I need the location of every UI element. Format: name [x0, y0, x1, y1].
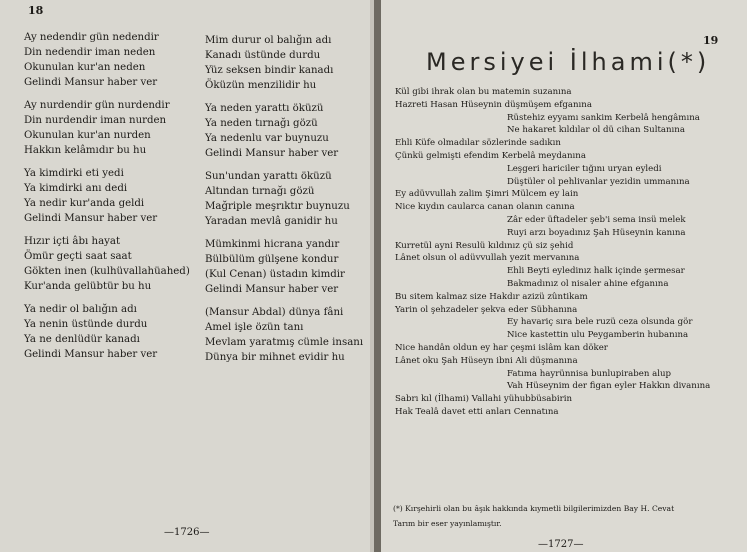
verse-line: Yaradan mevlâ ganidir hu — [205, 216, 338, 227]
verse-line: Mağriple meşrıktır buynuzu — [205, 201, 350, 212]
verse-line: Nice kıydın caularca canan olanın canına — [395, 202, 575, 213]
verse-line: Ruyi arzı boyadınız Şah Hüseynin kanına — [507, 227, 686, 238]
verse-line: Ay nedendir gün nedendir — [24, 32, 159, 43]
verse-line: Hazreti Hasan Hüseynin düşmüşem efganına — [395, 99, 592, 110]
verse-line: Kur'anda gelübtür bu hu — [24, 281, 152, 292]
verse-line: Kanadı üstünde durdu — [205, 50, 321, 61]
verse-line: Hızır içti âbı hayat — [24, 236, 121, 247]
verse-line: Ya neden tırnağı gözü — [205, 118, 318, 129]
verse-line: Vah Hüseynim der figan eyler Hakkın divanına — [507, 381, 711, 392]
verse-line: Din nurdendir iman nurden — [24, 115, 167, 126]
verse-line: Sabrı kıl (İlhami) Vallahi yühubbüsabirin — [395, 394, 573, 405]
verse-line: Kül gibi ihrak olan bu matemin suzanına — [395, 87, 572, 97]
verse-line: Gelindi Mansur haber ver — [205, 284, 339, 295]
verse-line: Bülbülüm gülşene kondur — [205, 254, 339, 265]
verse-line: Altından tırnağı gözü — [205, 186, 315, 197]
footnote-line: Tarım bir eser yayınlamıştır. — [393, 519, 502, 528]
verse-line: Ya nedir ol balığın adı — [24, 304, 137, 315]
verse-line: Mevlam yaratmış cümle insanı — [205, 337, 364, 348]
verse-line: Yüz seksen bindir kanadı — [205, 65, 334, 76]
verse-line: Zâr eder üftadeler şeb'i sema insü melek — [507, 214, 686, 225]
verse-line: Bu sitem kalmaz size Hakdır azizü zûntikam — [395, 291, 588, 302]
verse-line: Mümkinmi hicrana yandır — [205, 239, 340, 250]
verse-line: Ya ne denlüdür kanadı — [24, 334, 140, 345]
verse-line: Rüstehiz eyyamı sankim Kerbelâ hengâmına — [507, 112, 700, 123]
verse-line: Gökten inen (kulhüvallahüahed) — [24, 266, 190, 277]
verse-line: Ey adüvvullah zalim Şimri Mülcem ey lain — [395, 189, 579, 200]
verse-line: Ya kimdirki eti yedi — [24, 168, 124, 179]
verse-line: Ya nedenlu var buynuzu — [205, 133, 329, 144]
right-page-footer: —1727— — [538, 539, 584, 550]
stanza — [24, 302, 190, 362]
stanza — [205, 101, 363, 161]
verse-line: Hak Tealâ davet etti anları Cennatına — [395, 406, 559, 417]
stanza — [205, 169, 363, 229]
verse-line: Ey havariç sıra bele ruzü ceza olsunda gör — [507, 317, 693, 328]
verse-line: Fatıma hayrünnisa bunlupiraben alup — [507, 368, 672, 379]
stanza — [24, 98, 190, 158]
verse-line: Lânet oku Şah Hüseyn ibni Ali düşmanına — [395, 355, 578, 366]
left-column-a — [24, 30, 190, 370]
verse-line: Yarin ol şehzadeler şekva eder Sübhanına — [395, 304, 578, 315]
verse-line: Kurretül ayni Resulü kıldınız çü siz şehid — [395, 240, 574, 251]
verse-line: Ömür geçti saat saat — [24, 251, 132, 262]
verse-line: Ehli Beyti eyledinız halk içinde şermesar — [507, 266, 685, 277]
verse-line: Okunulan kur'an nurden — [24, 130, 151, 141]
right-page-number: 19 — [703, 34, 719, 47]
verse-line: Leşgeri hariciler tığını uryan eyledi — [507, 163, 662, 174]
verse-line: (Mansur Abdal) dünya fâni — [205, 307, 344, 318]
verse-line: Dünya bir mihnet evidir hu — [205, 352, 345, 363]
stanza — [24, 166, 190, 226]
poem-title: Mersiyei İlhami(*) — [426, 48, 711, 76]
stanza — [24, 234, 190, 294]
stanza — [24, 30, 190, 90]
verse-line: Ehli Küfe olmadılar sözlerinde sadıkın — [395, 138, 561, 149]
verse-line: Ya nedir kur'anda geldi — [24, 198, 145, 209]
verse-line: Ne hakaret kıldılar ol dü cihan Sultanına — [507, 125, 685, 136]
footnote — [393, 503, 733, 533]
verse-line: Mim durur ol balığın adı — [205, 35, 332, 46]
verse-line: Düştüler ol pehlivanlar yezidin ummanına — [507, 176, 690, 187]
verse-line: (Kul Cenan) üstadın kimdir — [205, 269, 345, 280]
verse-line: Nice kastettin ulu Peygamberin hubanına — [507, 330, 689, 341]
verse-line: Bakmadınız ol nisaler ahine efganına — [507, 278, 669, 289]
verse-line: Lânet olsun ol adüvvullah yezit mervanına — [395, 253, 580, 264]
verse-line: Sun'undan yarattı öküzü — [205, 171, 332, 182]
left-column-b — [205, 33, 363, 373]
footnote-line: (*) Kırşehirli olan bu âşık hakkında kıymetli bilgilerimizden Bay H. Cevat — [393, 504, 675, 513]
verse-line: Ya nenin üstünde durdu — [24, 319, 148, 330]
poem-body — [395, 86, 743, 419]
verse-line: Hakkın kelâmıdır bu hu — [24, 145, 147, 156]
verse-line: Çünkü gelmişti efendim Kerbelâ meydanına — [395, 150, 586, 161]
verse-line: Din nedendir iman neden — [24, 47, 156, 58]
verse-line: Gelindi Mansur haber ver — [24, 213, 158, 224]
stanza — [205, 237, 363, 297]
verse-line: Amel işle özün tanı — [205, 322, 304, 333]
verse-line: Gelindi Mansur haber ver — [24, 349, 158, 360]
verse-line: Nice handân oldun ey har çeşmi islâm kan döker — [395, 342, 608, 353]
stanza — [205, 305, 363, 365]
verse-line: Öküzün menzilidir hu — [205, 80, 317, 91]
right-page — [381, 0, 747, 552]
left-page-number: 18 — [28, 4, 44, 17]
stanza — [205, 33, 363, 93]
verse-line: Gelindi Mansur haber ver — [24, 77, 158, 88]
left-page-footer: —1726— — [164, 527, 210, 538]
verse-line: Ay nurdendir gün nurdendir — [24, 100, 170, 111]
verse-line: Gelindi Mansur haber ver — [205, 148, 339, 159]
verse-line: Okunulan kur'an neden — [24, 62, 146, 73]
verse-line: Ya neden yarattı öküzü — [205, 103, 324, 114]
verse-line: Ya kimdirki anı dedi — [24, 183, 128, 194]
